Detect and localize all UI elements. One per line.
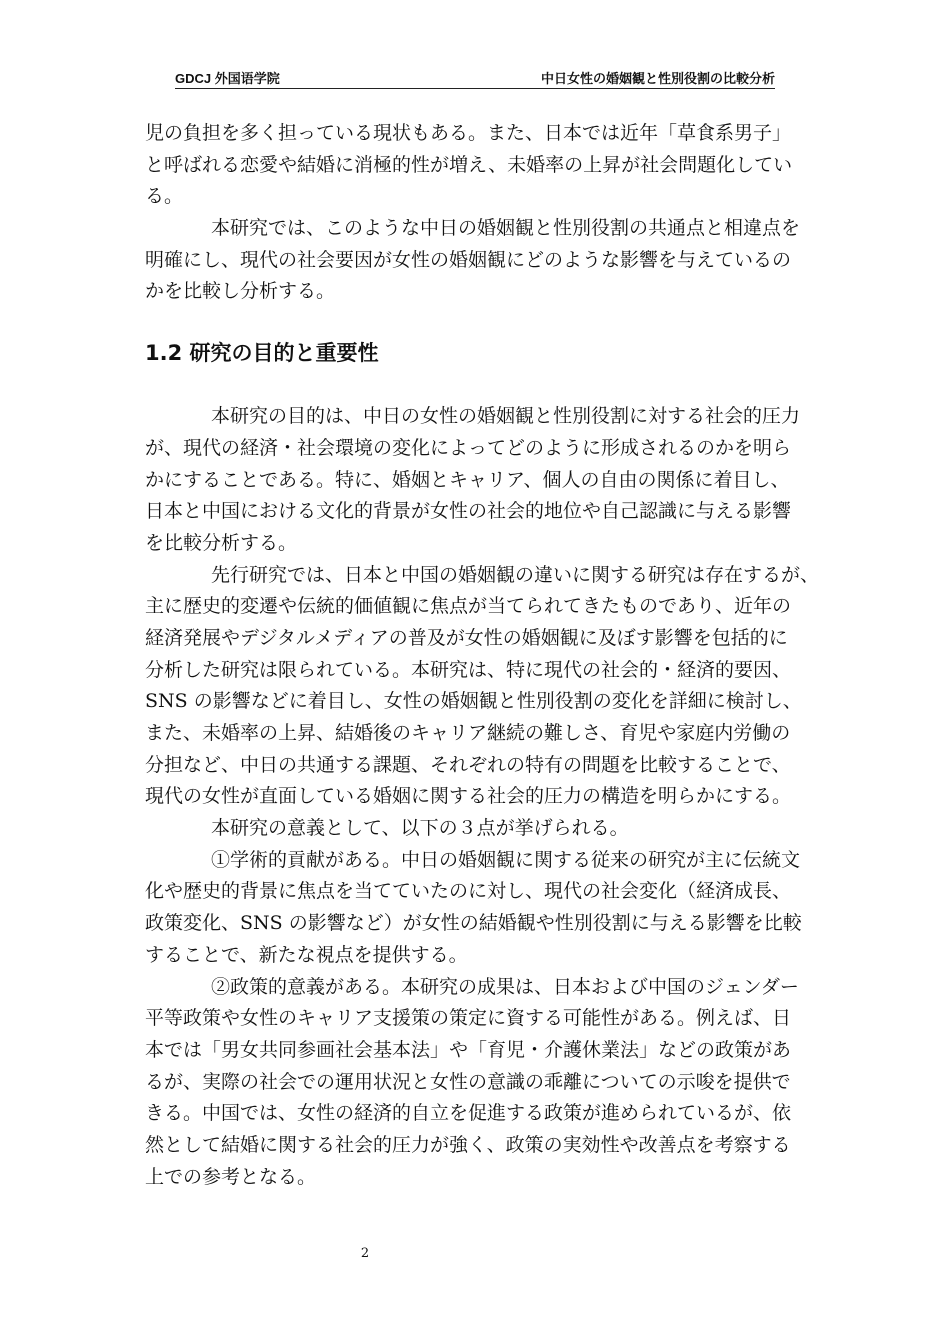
page-header <box>175 70 775 89</box>
paragraph <box>145 972 825 1194</box>
text-line: る。 <box>145 185 184 208</box>
text-line: かにすることである。特に、婚姻とキャリア、個人の自由の関係に着目し、 <box>145 468 790 491</box>
header-institution: GDCJ 外国语学院 <box>175 71 280 86</box>
text-line: 上での参考となる。 <box>145 1165 317 1188</box>
text-line: が、現代の経済・社会環境の変化によってどのように形成されるのかを明ら <box>145 436 792 459</box>
text-line: を比較分析する。 <box>145 531 298 554</box>
text-line: 分析した研究は限られている。本研究は、特に現代の社会的・経済的要因、 <box>145 658 792 681</box>
text-line: 平等政策や女性のキャリア支援策の策定に資する可能性がある。例えば、日 <box>145 1007 792 1030</box>
text-line: 本研究の意義として、以下の３点が挙げられる。 <box>211 817 629 840</box>
text-line: 本研究では、このような中日の婚姻観と性別役割の共通点と相違点を <box>211 217 801 240</box>
section-heading: 1.2 研究の目的と重要性 <box>145 341 379 366</box>
text-line: 経済発展やデジタルメディアの普及が女性の婚姻観に及ぼす影響を包括的に <box>145 626 788 649</box>
paragraph <box>145 845 825 972</box>
paragraph <box>145 213 825 308</box>
paragraph <box>145 813 825 845</box>
text-line: 先行研究では、日本と中国の婚姻観の違いに関する研究は存在するが、 <box>211 563 820 586</box>
text-line: 明確にし、現代の社会要因が女性の婚姻観にどのような影響を与えているの <box>145 248 792 271</box>
paragraph <box>145 401 825 559</box>
text-line: 然として結婚に関する社会的圧力が強く、政策の実効性や改善点を考察する <box>145 1133 791 1156</box>
text-line: 政策変化、SNS の影響など）が女性の結婚観や性別役割に与える影響を比較 <box>145 912 802 935</box>
text-line: SNS の影響などに着目し、女性の婚姻観と性別役割の変化を詳細に検討し、 <box>145 690 802 713</box>
text-line: 日本と中国における文化的背景が女性の社会的地位や自己認識に与える影響 <box>145 500 792 523</box>
paragraph <box>145 560 825 814</box>
text-line: きる。中国では、女性の経済的自立を促進する政策が進められているが、依 <box>145 1102 792 1125</box>
text-line: 本では「男女共同参画社会基本法」や「育児・介護休業法」などの政策があ <box>145 1038 792 1061</box>
text-line: と呼ばれる恋愛や結婚に消極的性が増え、未婚率の上昇が社会問題化してい <box>145 153 793 176</box>
document-body <box>145 118 825 1193</box>
header-title: 中日女性の婚姻観と性別役割の比較分析 <box>540 71 775 86</box>
page-number: 2 <box>360 1246 370 1261</box>
text-line: ②政策的意義がある。本研究の成果は、日本および中国のジェンダー <box>211 975 799 998</box>
text-line: るが、実際の社会での運用状況と女性の意識の乖離についての示唆を提供で <box>145 1070 791 1093</box>
text-line: 化や歴史的背景に焦点を当てていたのに対し、現代の社会変化（経済成長、 <box>145 880 792 903</box>
text-line: 本研究の目的は、中日の女性の婚姻観と性別役割に対する社会的圧力 <box>211 405 801 428</box>
text-line: ①学術的貢献がある。中日の婚姻観に関する従来の研究が主に伝統文 <box>211 848 801 871</box>
text-line: 分担など、中日の共通する課題、それぞれの特有の問題を比較することで、 <box>145 753 791 776</box>
text-line: 現代の女性が直面している婚姻に関する社会的圧力の構造を明らかにする。 <box>145 785 792 808</box>
text-line: 児の負担を多く担っている現状もある。また、日本では近年「草食系男子」 <box>145 122 792 144</box>
text-line: また、未婚率の上昇、結婚後のキャリア継続の難しさ、育児や家庭内労働の <box>145 722 791 744</box>
text-line: することで、新たな視点を提供する。 <box>145 943 468 966</box>
text-line: 主に歴史的変遷や伝統的価値観に焦点が当てられてきたものであり、近年の <box>145 595 792 618</box>
paragraph <box>145 118 825 213</box>
text-line: かを比較し分析する。 <box>145 280 336 303</box>
